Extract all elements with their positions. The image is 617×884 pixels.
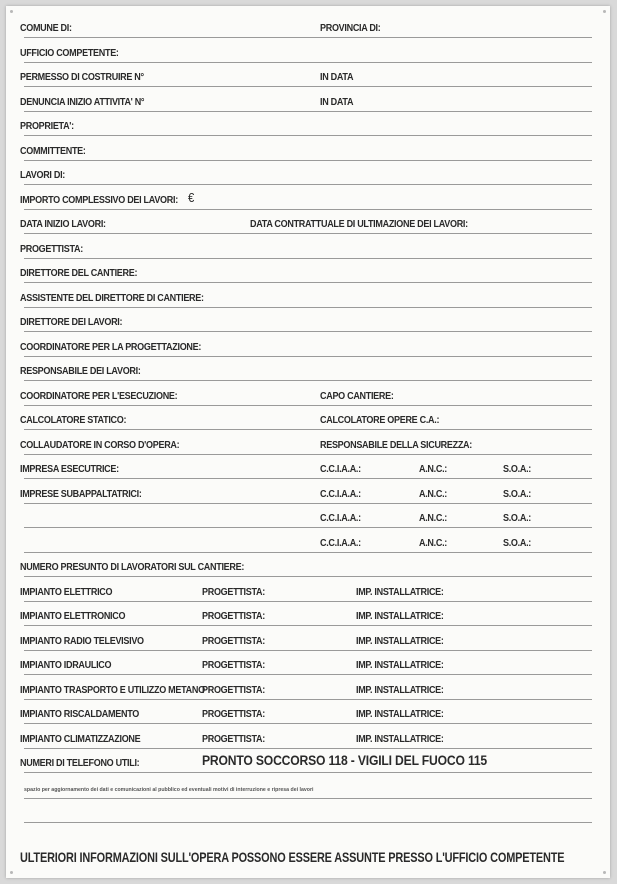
soa-label: S.O.A.: [503, 488, 532, 500]
field-line [24, 160, 592, 161]
field-line [24, 478, 592, 479]
field-line [24, 527, 592, 528]
impianto-name: IMPIANTO IDRAULICO [20, 659, 112, 671]
impianto-installatrice: IMP. INSTALLATRICE: [356, 586, 444, 598]
field-line [24, 331, 592, 332]
lavori-label: LAVORI DI: [20, 169, 65, 181]
euro-icon: € [188, 190, 195, 205]
field-line [24, 601, 592, 602]
comune-label: COMUNE DI: [20, 22, 72, 34]
provincia-label: PROVINCIA DI: [320, 22, 381, 34]
field-line [24, 307, 592, 308]
field-line [24, 723, 592, 724]
corner-hole-icon [603, 10, 606, 13]
anc-label: A.N.C.: [419, 512, 447, 524]
field-line [24, 135, 592, 136]
field-line [24, 405, 592, 406]
ufficio-label: UFFICIO COMPETENTE: [20, 47, 119, 59]
field-line [24, 576, 592, 577]
corner-hole-icon [603, 871, 606, 874]
field-line [24, 699, 592, 700]
cciaa-label: C.C.I.A.A.: [320, 488, 361, 500]
committente-label: COMMITTENTE: [20, 145, 86, 157]
field-line [24, 650, 592, 651]
proprieta-label: PROPRIETA': [20, 120, 74, 132]
data-inizio-label: DATA INIZIO LAVORI: [20, 218, 106, 230]
impianto-installatrice: IMP. INSTALLATRICE: [356, 733, 444, 745]
telefono-value: PRONTO SOCCORSO 118 - VIGILI DEL FUOCO 115 [202, 753, 488, 768]
impresa-esecutrice-label: IMPRESA ESECUTRICE: [20, 463, 119, 475]
field-line [24, 674, 592, 675]
soa-label: S.O.A.: [503, 537, 532, 549]
field-line [24, 772, 592, 773]
imprese-subappaltatrici-label: IMPRESE SUBAPPALTATRICI: [20, 488, 142, 500]
soa-label: S.O.A.: [503, 463, 532, 475]
impianto-name: IMPIANTO CLIMATIZZAZIONE [20, 733, 141, 745]
field-line [24, 822, 592, 823]
data-ultimazione-label: DATA CONTRATTUALE DI ULTIMAZIONE DEI LAVORI: [250, 218, 468, 230]
field-line [24, 380, 592, 381]
field-line [24, 282, 592, 283]
field-line [24, 429, 592, 430]
field-line [24, 503, 592, 504]
permesso-label: PERMESSO DI COSTRUIRE N° [20, 71, 144, 83]
impianto-installatrice: IMP. INSTALLATRICE: [356, 635, 444, 647]
anc-label: A.N.C.: [419, 537, 447, 549]
impianto-progettista: PROGETTISTA: [202, 733, 265, 745]
calcolatore-opere-label: CALCOLATORE OPERE C.A.: [320, 414, 440, 426]
soa-label: S.O.A.: [503, 512, 532, 524]
field-line [24, 86, 592, 87]
impianto-name: IMPIANTO TRASPORTO E UTILIZZO METANO [20, 684, 205, 696]
impianto-progettista: PROGETTISTA: [202, 684, 265, 696]
footer-text: ULTERIORI INFORMAZIONI SULL'OPERA POSSONO ESSERE ASSUNTE PRESSO L'UFFICIO COMPETENTE [20, 849, 565, 865]
field-line [24, 62, 592, 63]
anc-label: A.N.C.: [419, 488, 447, 500]
impianto-name: IMPIANTO RADIO TELEVISIVO [20, 635, 144, 647]
field-line [24, 798, 592, 799]
capo-cantiere-label: CAPO CANTIERE: [320, 390, 394, 402]
field-line [24, 184, 592, 185]
telefono-label: NUMERI DI TELEFONO UTILI: [20, 757, 140, 769]
cciaa-label: C.C.I.A.A.: [320, 512, 361, 524]
field-line [24, 356, 592, 357]
impianto-progettista: PROGETTISTA: [202, 708, 265, 720]
field-line [24, 625, 592, 626]
collaudatore-label: COLLAUDATORE IN CORSO D'OPERA: [20, 439, 180, 451]
impianto-name: IMPIANTO ELETTRICO [20, 586, 113, 598]
impianto-name: IMPIANTO RISCALDAMENTO [20, 708, 139, 720]
field-line [24, 454, 592, 455]
denuncia-label: DENUNCIA INIZIO ATTIVITA' N° [20, 96, 145, 108]
impianto-progettista: PROGETTISTA: [202, 659, 265, 671]
denuncia-data-label: IN DATA [320, 96, 354, 108]
field-line [24, 748, 592, 749]
permesso-data-label: IN DATA [320, 71, 354, 83]
impianto-installatrice: IMP. INSTALLATRICE: [356, 610, 444, 622]
field-line [24, 552, 592, 553]
direttore-cantiere-label: DIRETTORE DEL CANTIERE: [20, 267, 138, 279]
corner-hole-icon [10, 871, 13, 874]
impianto-installatrice: IMP. INSTALLATRICE: [356, 659, 444, 671]
impianto-installatrice: IMP. INSTALLATRICE: [356, 684, 444, 696]
responsabile-lavori-label: RESPONSABILE DEI LAVORI: [20, 365, 141, 377]
impianto-installatrice: IMP. INSTALLATRICE: [356, 708, 444, 720]
anc-label: A.N.C.: [419, 463, 447, 475]
update-note: spazio per aggiornamento dei dati e comunicazioni al pubblico ed eventuali motivi di interruzione e ripresa dei lavori [24, 787, 314, 793]
field-line [24, 209, 592, 210]
construction-site-sign [6, 6, 610, 878]
corner-hole-icon [10, 10, 13, 13]
calcolatore-statico-label: CALCOLATORE STATICO: [20, 414, 127, 426]
importo-label: IMPORTO COMPLESSIVO DEI LAVORI: [20, 194, 178, 206]
progettista-label: PROGETTISTA: [20, 243, 83, 255]
assistente-label: ASSISTENTE DEL DIRETTORE DI CANTIERE: [20, 292, 204, 304]
impianto-progettista: PROGETTISTA: [202, 610, 265, 622]
cciaa-label: C.C.I.A.A.: [320, 463, 361, 475]
field-line [24, 111, 592, 112]
impianto-progettista: PROGETTISTA: [202, 635, 265, 647]
responsabile-sicurezza-label: RESPONSABILE DELLA SICUREZZA: [320, 439, 472, 451]
impianto-progettista: PROGETTISTA: [202, 586, 265, 598]
field-line [24, 37, 592, 38]
coord-esecuzione-label: COORDINATORE PER L'ESECUZIONE: [20, 390, 178, 402]
cciaa-label: C.C.I.A.A.: [320, 537, 361, 549]
impianto-name: IMPIANTO ELETTRONICO [20, 610, 126, 622]
coord-progettazione-label: COORDINATORE PER LA PROGETTAZIONE: [20, 341, 202, 353]
field-line [24, 258, 592, 259]
field-line [24, 233, 592, 234]
numero-lavoratori-label: NUMERO PRESUNTO DI LAVORATORI SUL CANTIERE: [20, 561, 245, 573]
direttore-lavori-label: DIRETTORE DEI LAVORI: [20, 316, 123, 328]
